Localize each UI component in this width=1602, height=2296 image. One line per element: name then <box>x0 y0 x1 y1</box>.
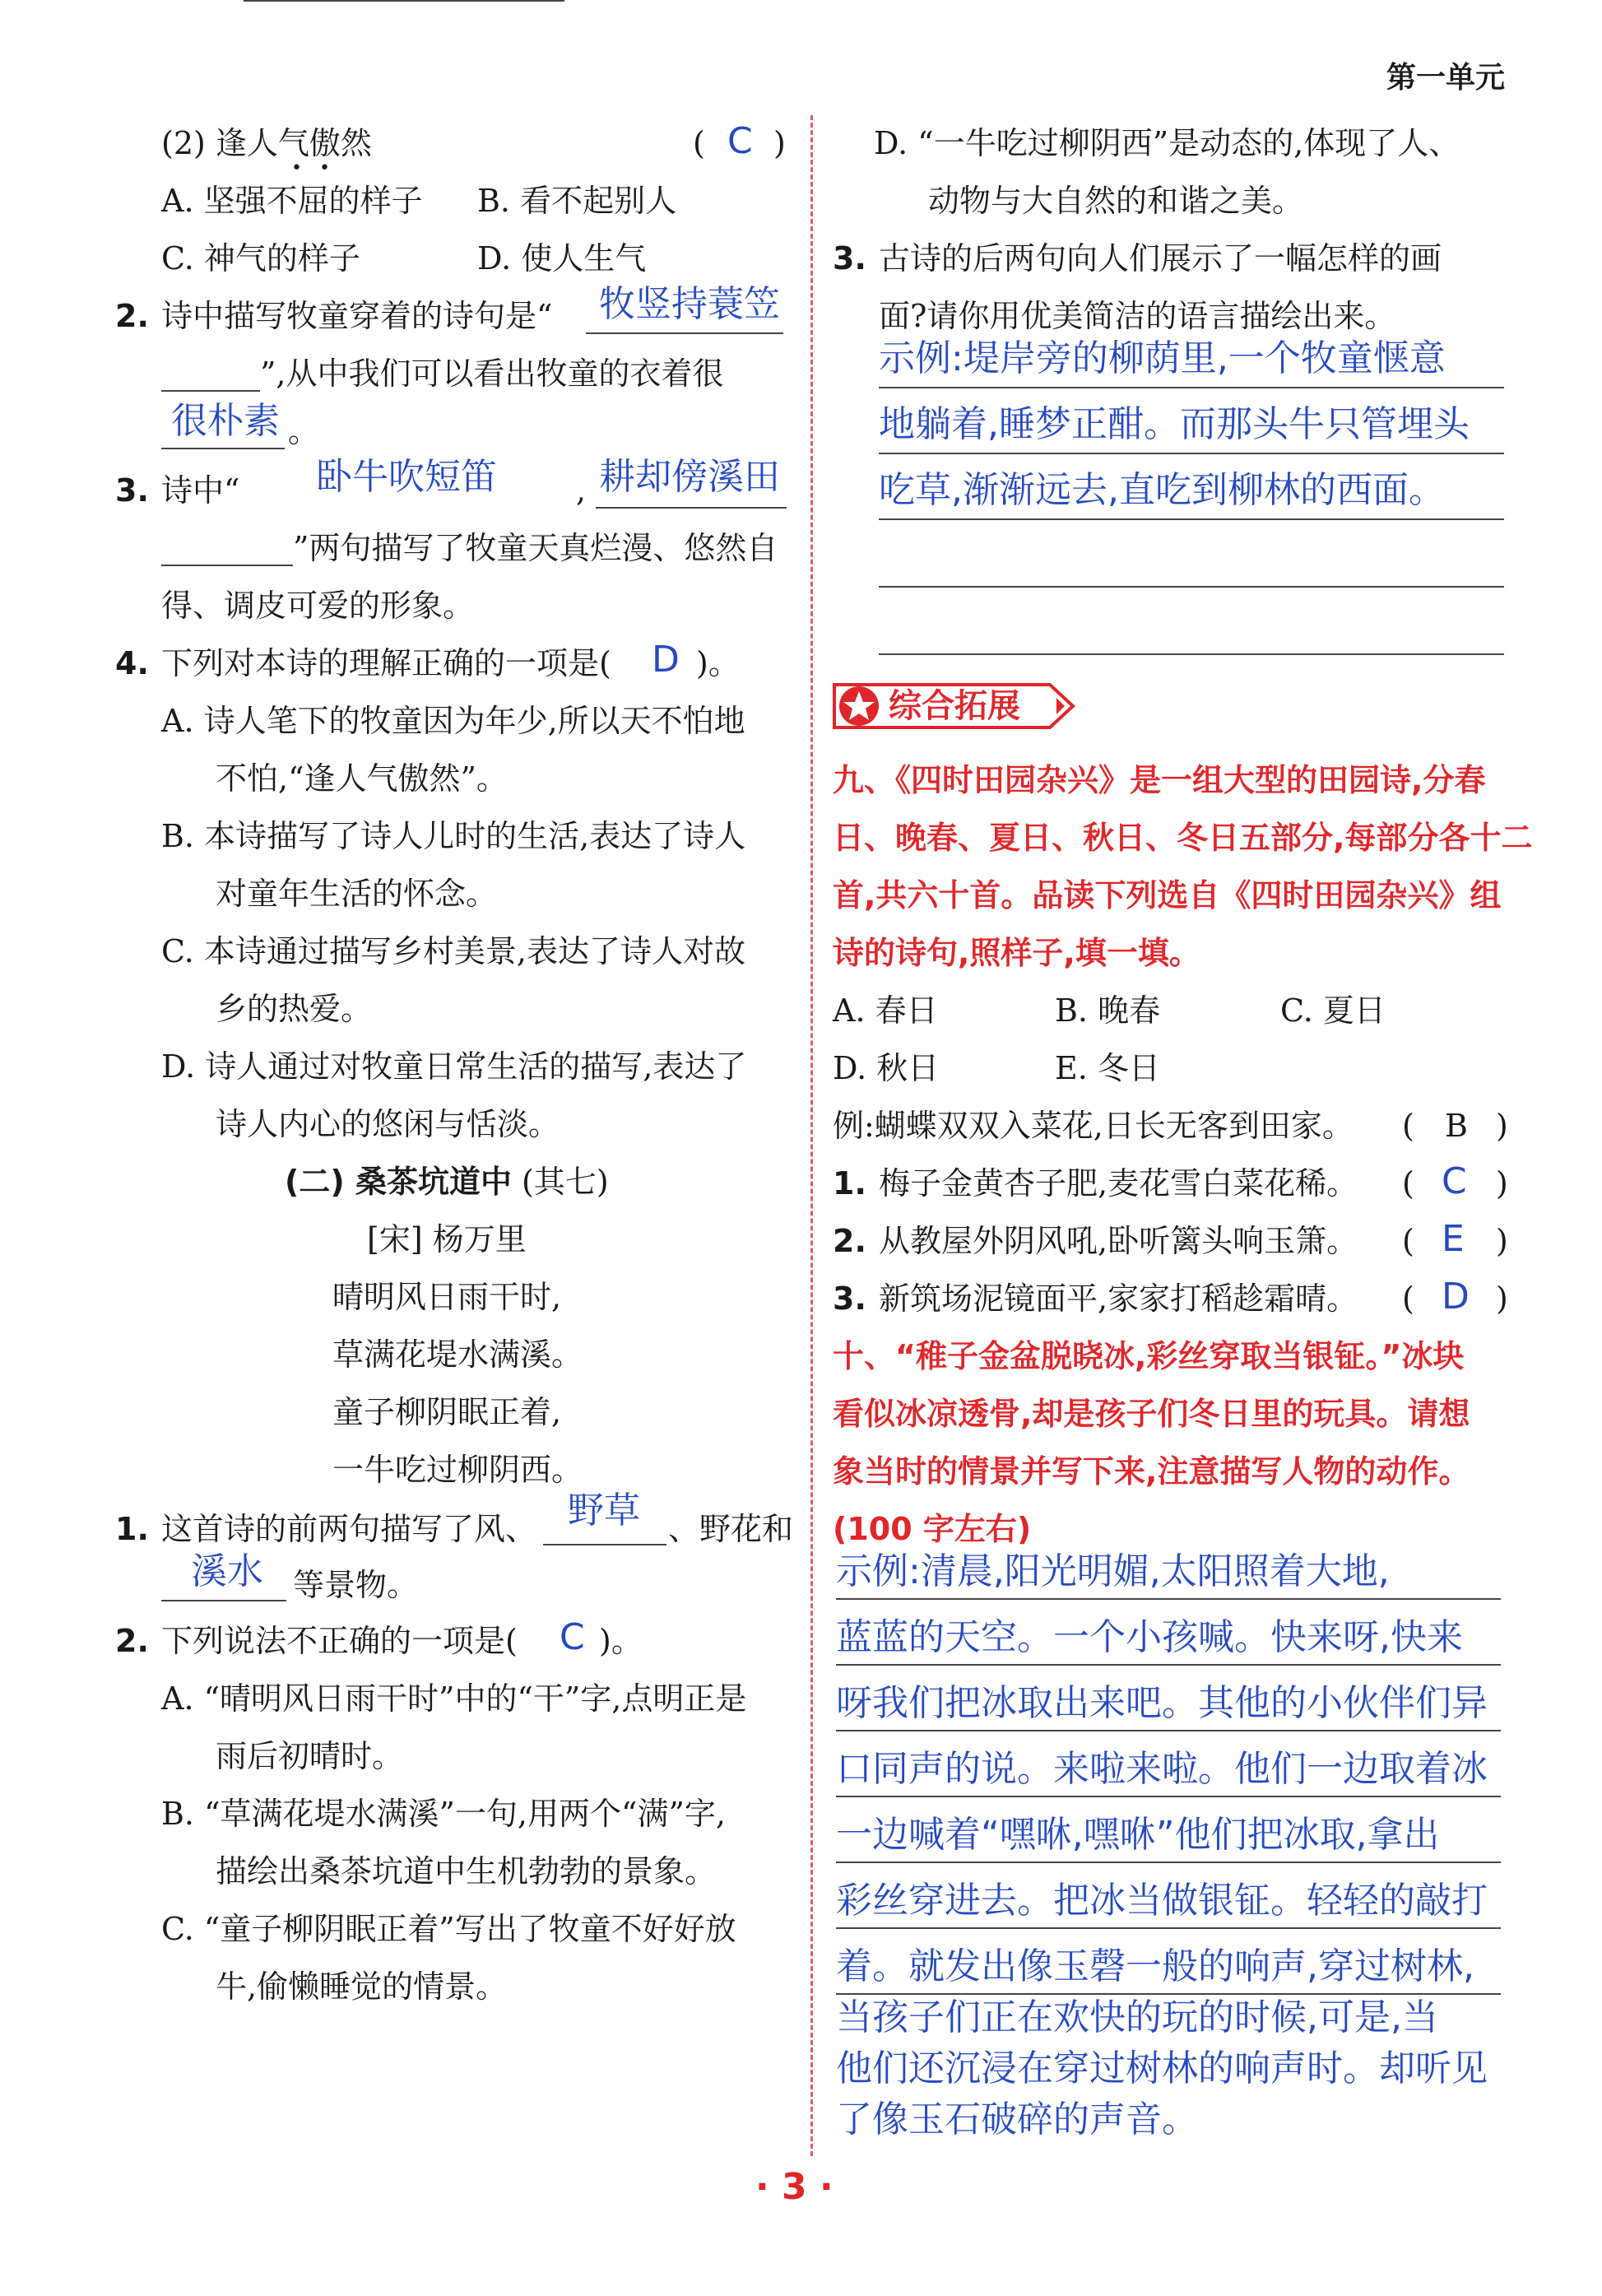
p1-answer1: 野草 <box>568 1490 640 1531</box>
q2sub-paren-open: ( <box>693 125 705 161</box>
q9-item-2-answer: E <box>1442 1218 1465 1260</box>
q10-answer-6: 彩丝穿进去。把冰当做银钲。轻轻的敲打 <box>836 1880 1488 1922</box>
blank-line <box>161 448 285 449</box>
unit-title: 第一单元 <box>1386 61 1505 95</box>
q9-opt-e: E. 冬日 <box>1055 1050 1160 1086</box>
q10-answer-5: 一边喊着“嘿咻,嘿咻”他们把冰取,拿出 <box>836 1814 1440 1856</box>
q2sub-opt-d: D. 使人生气 <box>477 240 647 277</box>
paren-close: ) <box>1496 1165 1508 1201</box>
r-q3-answer-1: 示例:堤岸旁的柳荫里,一个牧童惬意 <box>879 337 1446 379</box>
q4-opt-c1: C. 本诗通过描写乡村美景,表达了诗人对故 <box>161 933 745 969</box>
section-banner <box>829 680 1078 732</box>
q9-line-4: 诗的诗句,照样子,填一填。 <box>833 935 1200 971</box>
r-q3-answer-2: 地躺着,睡梦正酣。而那头牛只管埋头 <box>879 403 1470 445</box>
p2-number: 2. <box>115 1623 149 1659</box>
r-q3-line-1: 古诗的后两句向人们展示了一幅怎样的画 <box>879 240 1442 277</box>
q2-text-b: ”,从中我们可以看出牧童的衣着很 <box>260 356 724 392</box>
column-divider <box>810 115 813 2156</box>
blank-line <box>586 332 783 334</box>
q4-opt-a2: 不怕,“逢人气傲然”。 <box>216 760 508 797</box>
q9-opt-a: A. 春日 <box>833 992 938 1029</box>
q3-text-a: 诗中“ <box>161 472 240 509</box>
p2-opt-b1: B. “草满花堤水满溪”一句,用两个“满”字, <box>161 1796 726 1832</box>
section-title: 综合拓展 <box>889 687 1020 725</box>
poem-author: [宋] 杨万里 <box>367 1221 527 1257</box>
p2-opt-c2: 牛,偷懒睡觉的情景。 <box>216 1968 508 2005</box>
r-q3-answer-3: 吃草,渐渐远去,直吃到柳林的西面。 <box>879 469 1445 511</box>
r-d-opt-2: 动物与大自然的和谐之美。 <box>928 183 1304 219</box>
q9-item-1-number: 1. <box>833 1165 866 1201</box>
q10-answer-8: 当孩子们正在欢快的玩的时候,可是,当 <box>836 1996 1438 2038</box>
q2sub-label: (2) 逢人气傲然 <box>161 125 372 161</box>
q9-item-2-text: 从教屋外阴风吼,卧听篱头响玉箫。 <box>879 1223 1358 1259</box>
q9-item-2-number: 2. <box>833 1223 866 1259</box>
q9-item-1-text: 梅子金黄杏子肥,麦花雪白菜花稀。 <box>879 1165 1358 1201</box>
answer-line <box>879 518 1504 520</box>
q3-text-b: ”两句描写了牧童天真烂漫、悠然自 <box>293 530 778 566</box>
q9-example-answer: B <box>1445 1108 1468 1144</box>
p2-opt-c1: C. “童子柳阴眠正着”写出了牧童不好好放 <box>161 1911 736 1947</box>
p1-answer2: 溪水 <box>191 1550 263 1592</box>
paren-open: ( <box>1402 1165 1414 1201</box>
page-number: · 3 · <box>755 2166 834 2208</box>
answer-line <box>836 1730 1501 1731</box>
blank-line <box>596 507 787 509</box>
q9-example: 例:蝴蝶双双入菜花,日长无客到田家。 <box>833 1108 1354 1144</box>
r-d-opt-1: D. “一牛吃过柳阴西”是动态的,体现了人、 <box>874 125 1460 161</box>
q9-line-1: 九、《四时田园杂兴》是一组大型的田园诗,分春 <box>833 762 1486 798</box>
answer-line <box>879 453 1504 454</box>
blank-line <box>161 565 293 566</box>
paren-close: ) <box>1496 1223 1508 1259</box>
q2-text-c: 。 <box>288 413 320 449</box>
q9-item-3-answer: D <box>1442 1276 1470 1318</box>
p1-number: 1. <box>115 1511 149 1547</box>
q2sub-opt-c: C. 神气的样子 <box>161 240 360 277</box>
blank-line <box>543 1544 666 1545</box>
q9-item-3-text: 新筑场泥镜面平,家家打稻趁霜晴。 <box>879 1280 1358 1317</box>
p2-answer: C <box>560 1616 585 1658</box>
q4-opt-c2: 乡的热爱。 <box>216 991 373 1027</box>
paren-open: ( <box>1402 1280 1414 1317</box>
answer-line <box>836 1664 1501 1666</box>
q2-number: 2. <box>115 298 149 334</box>
q10-answer-1: 示例:清晨,阳光明媚,太阳照着大地, <box>836 1550 1390 1592</box>
q3-number: 3. <box>115 472 149 509</box>
poem-line-1: 晴明风日雨干时, <box>332 1279 562 1315</box>
q9-line-3: 首,共六十首。品读下列选自《四时田园杂兴》组 <box>833 877 1502 913</box>
q10-answer-9: 他们还沉浸在穿过树林的响声时。却听见 <box>836 2047 1488 2089</box>
answer-line <box>836 1796 1501 1797</box>
poem-line-3: 童子柳阴眠正着, <box>332 1394 562 1430</box>
q4-opt-b1: B. 本诗描写了诗人儿时的生活,表达了诗人 <box>161 818 746 854</box>
q4-opt-d1: D. 诗人通过对牧童日常生活的描写,表达了 <box>161 1048 747 1085</box>
emphasis-dots: • • <box>291 158 330 179</box>
q10-line-3: 象当时的情景并写下来,注意描写人物的动作。 <box>833 1453 1470 1490</box>
poem-title-sub: (其七) <box>522 1164 609 1200</box>
q2-answer2: 很朴素 <box>171 400 280 442</box>
q10-answer-2: 蓝蓝的天空。一个小孩喊。快来呀,快来 <box>836 1616 1463 1658</box>
q10-line-4: (100 字左右) <box>833 1511 1032 1547</box>
q10-line-1: 十、“稚子金盆脱晓冰,彩丝穿取当银钲。”冰块 <box>833 1338 1465 1374</box>
blank-line <box>161 1600 286 1601</box>
p1-text-a: 这首诗的前两句描写了风、 <box>161 1511 537 1547</box>
q9-line-2: 日、晚春、夏日、秋日、冬日五部分,每部分各十二 <box>833 820 1533 856</box>
q4-text: 下列对本诗的理解正确的一项是( <box>161 645 611 681</box>
q2sub-opt-a: A. 坚强不屈的样子 <box>161 183 423 219</box>
q2sub-answer: C <box>727 120 753 162</box>
q9-opt-d: D. 秋日 <box>833 1050 940 1086</box>
answer-line <box>836 1861 1501 1863</box>
blank-line <box>161 390 260 392</box>
p2-opt-a1: A. “晴明风日雨干时”中的“干”字,点明正是 <box>161 1680 747 1717</box>
answer-line <box>879 387 1504 388</box>
p1-text-c: 等景物。 <box>293 1567 419 1603</box>
q10-answer-7: 着。就发出像玉磬一般的响声,穿过树林, <box>836 1945 1474 1987</box>
q2-text-a: 诗中描写牧童穿着的诗句是“ <box>161 298 553 334</box>
q4-opt-b2: 对童年生活的怀念。 <box>216 876 498 912</box>
q3-answer1: 卧牛吹短笛 <box>316 456 497 498</box>
blank-line <box>244 0 564 2</box>
q10-answer-4: 口同声的说。来啦来啦。他们一边取着冰 <box>836 1748 1488 1790</box>
p2-opt-b2: 描绘出桑茶坑道中生机勃勃的景象。 <box>216 1853 717 1889</box>
r-q3-line-2: 面?请你用优美简洁的语言描绘出来。 <box>879 298 1396 334</box>
q2sub-opt-b: B. 看不起别人 <box>477 183 677 219</box>
answer-line <box>836 1598 1501 1600</box>
r-q3-number: 3. <box>833 240 866 277</box>
q4-end: )。 <box>696 645 740 681</box>
answer-line <box>836 1993 1501 1995</box>
p2-end: )。 <box>599 1623 643 1659</box>
q3-comma: , <box>576 472 587 509</box>
paren-open: ( <box>1402 1223 1414 1259</box>
p2-opt-a2: 雨后初晴时。 <box>216 1738 404 1774</box>
q9-opt-c: C. 夏日 <box>1280 992 1386 1029</box>
q9-item-3-number: 3. <box>833 1280 866 1317</box>
answer-line <box>879 653 1504 655</box>
q4-answer: D <box>652 639 680 681</box>
q9-item-1-answer: C <box>1442 1160 1467 1202</box>
q10-line-2: 看似冰凉透骨,却是孩子们冬日里的玩具。请想 <box>833 1396 1470 1432</box>
poem-line-4: 一牛吃过柳阴西。 <box>332 1452 583 1488</box>
q3-text-c: 得、调皮可爱的形象。 <box>161 588 475 624</box>
q10-answer-10: 了像玉石破碎的声音。 <box>836 2098 1198 2140</box>
q9-opt-b: B. 晚春 <box>1055 992 1161 1029</box>
p2-text: 下列说法不正确的一项是( <box>161 1623 518 1659</box>
q3-answer2: 耕却傍溪田 <box>599 456 780 498</box>
answer-line <box>836 1927 1501 1929</box>
q2sub-paren-close: ) <box>773 125 786 161</box>
q4-number: 4. <box>115 645 149 681</box>
q4-opt-a1: A. 诗人笔下的牧童因为年少,所以天不怕地 <box>161 703 745 739</box>
q4-opt-d2: 诗人内心的悠闲与恬淡。 <box>216 1106 560 1142</box>
p1-text-b: 、野花和 <box>668 1511 794 1547</box>
paren-open: ( <box>1402 1108 1414 1144</box>
poem-title: (二) 桑茶坑道中 <box>285 1164 512 1200</box>
paren-close: ) <box>1496 1108 1508 1144</box>
paren-close: ) <box>1496 1280 1508 1317</box>
q10-answer-3: 呀我们把冰取出来吧。其他的小伙伴们异 <box>836 1682 1488 1724</box>
q2-answer: 牧竖持蓑笠 <box>599 283 780 325</box>
poem-line-2: 草满花堤水满溪。 <box>332 1336 583 1373</box>
answer-line <box>879 586 1504 588</box>
